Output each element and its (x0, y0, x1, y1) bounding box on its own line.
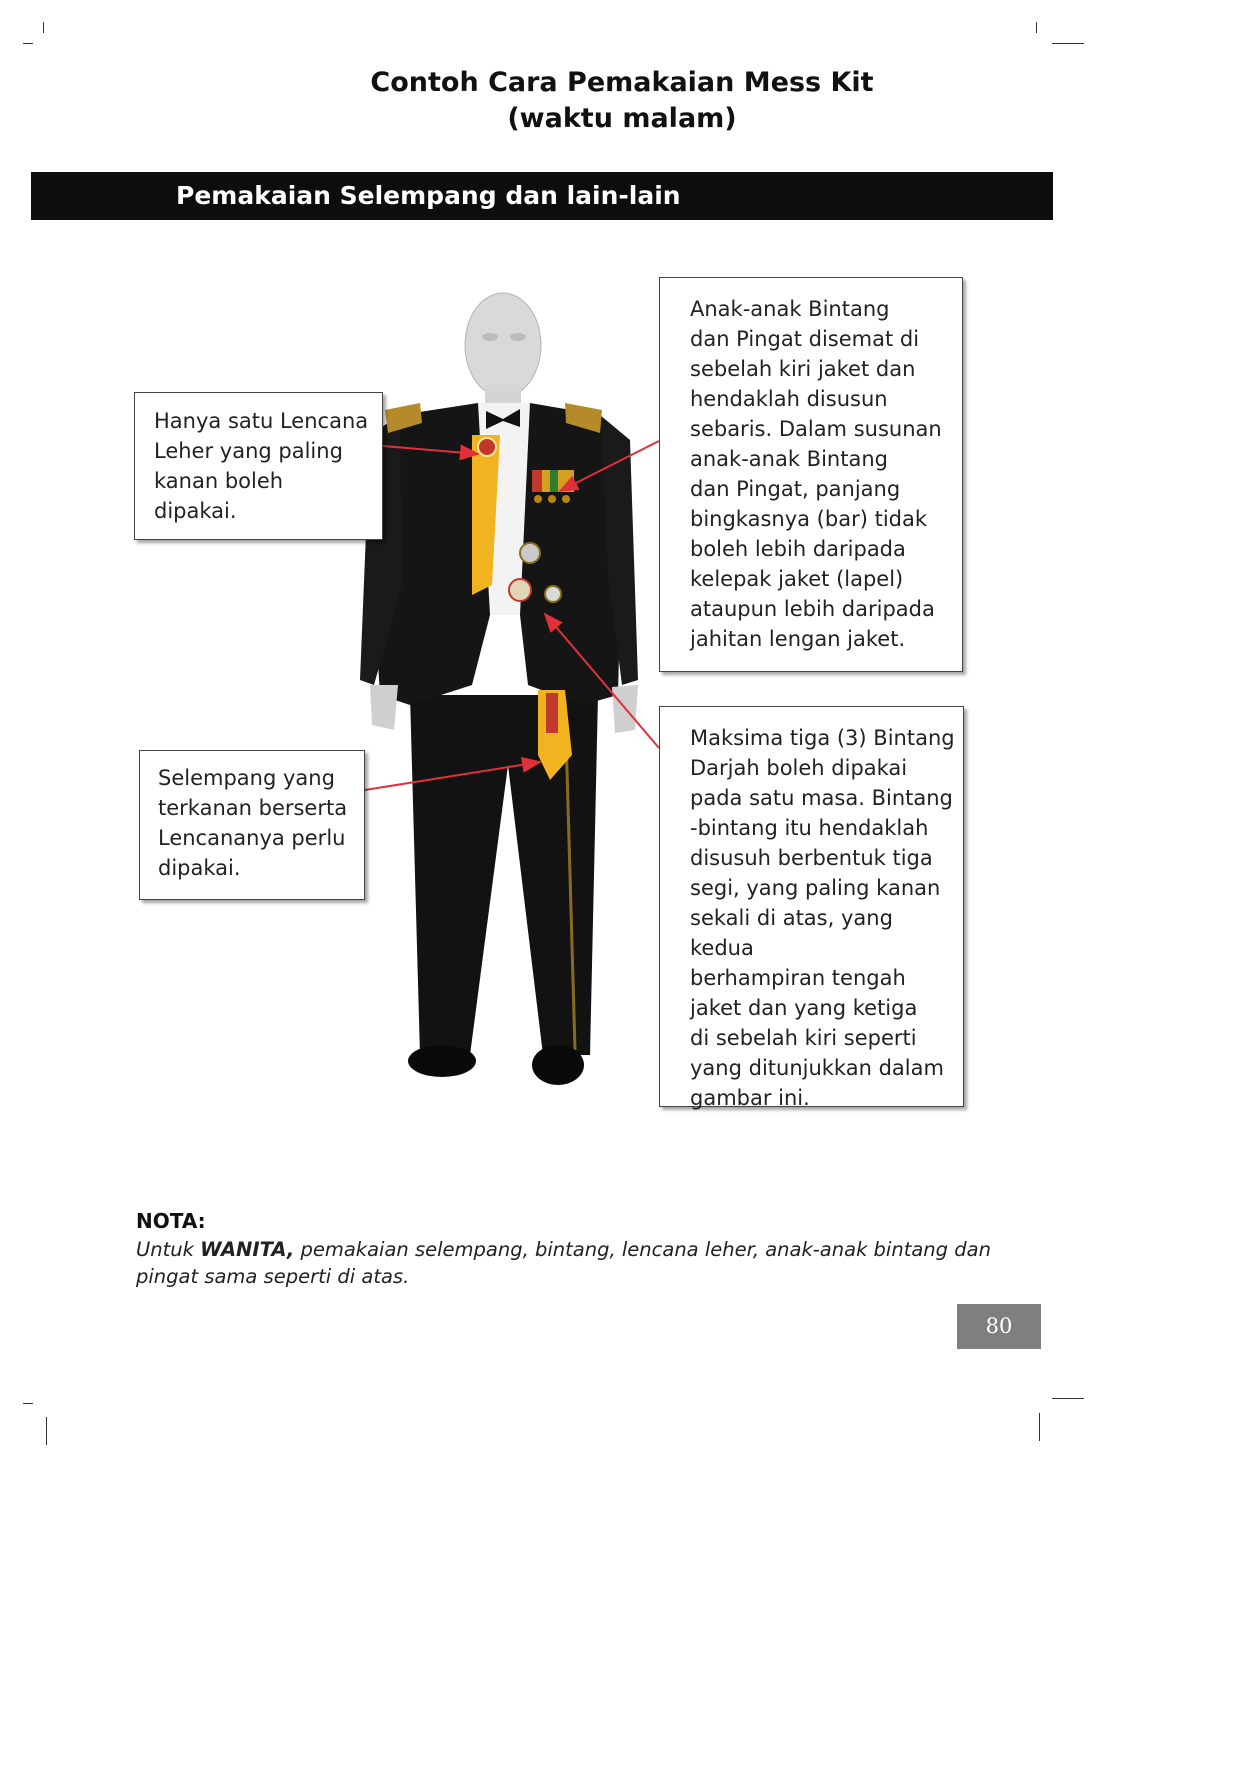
callout-bintang-darjah (659, 706, 964, 1110)
page-subtitle: (waktu malam) (507, 103, 737, 134)
nota-body: pemakaian selempang, bintang, lencana leher, anak-anak bintang dan pingat sama seperti di atas. (136, 1238, 991, 1288)
arrow-lencana (383, 446, 478, 454)
arrow-bintang (545, 614, 659, 748)
callout-bintang-text: Maksima tiga (3) Bintang Darjah boleh dipakai pada satu masa. Bintang -bintang itu hendaklah disusuh berbentuk tiga segi, yang paling kanan sekali di atas, yang kedua berhampiran tengah jaket dan yang ketiga di sebelah kiri seperti yang ditunjukkan dalam gambar ini. (690, 726, 955, 1110)
nota-emphasis: WANITA, (200, 1238, 295, 1261)
nota-text (136, 1236, 996, 1290)
section-banner-label: Pemakaian Selempang dan lain-lain (176, 181, 681, 210)
nota-prefix: Untuk (136, 1238, 201, 1261)
arrow-selempang (365, 762, 540, 790)
callout-lencana-leher (134, 392, 383, 540)
nota-label: NOTA: (136, 1209, 206, 1233)
callout-anak-bintang-pingat (659, 277, 963, 672)
callout-selempang (139, 750, 365, 900)
callout-lencana-text: Hanya satu Lencana Leher yang paling kanan boleh dipakai. (154, 409, 369, 523)
page-title: Contoh Cara Pemakaian Mess Kit (370, 67, 874, 98)
callout-pingat-text: Anak-anak Bintang dan Pingat disemat di sebelah kiri jaket dan hendaklah disusun sebaris. Dalam susunan anak-anak Bintang dan Pingat, panjang bingkasnya (bar) tidak boleh lebih daripada kelepak jaket (lapel) ataupun lebih daripada jahitan lengan jaket. (690, 297, 942, 651)
callout-selempang-text: Selempang yang terkanan berserta Lencananya perlu dipakai. (158, 766, 348, 880)
page-number: 80 (957, 1304, 1041, 1349)
arrow-pingat (560, 441, 659, 491)
